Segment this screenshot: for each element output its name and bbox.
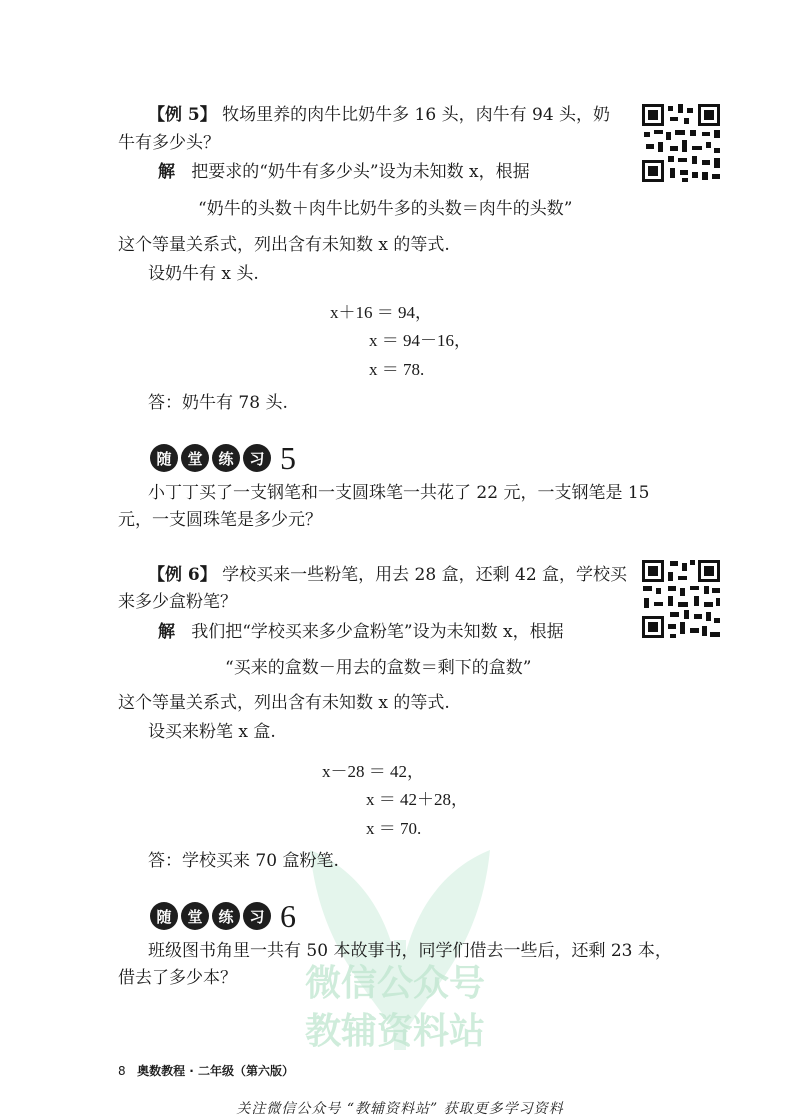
example6-let-line: 设买来粉笔 x 盒. bbox=[148, 722, 276, 742]
example6-equation-1: x－28 ＝ 42， bbox=[322, 762, 424, 781]
qr-code-icon[interactable] bbox=[640, 558, 722, 640]
example6-equation-3: x ＝ 70. bbox=[366, 819, 422, 838]
example6-question-line2: 来多少盒粉笔？ bbox=[118, 592, 237, 612]
practice-badge: 练 bbox=[212, 902, 240, 930]
example5-question-line2: 牛有多少头？ bbox=[118, 133, 220, 153]
practice-badge: 习 bbox=[243, 902, 271, 930]
example6-equation-2: x ＝ 42＋28， bbox=[366, 790, 468, 809]
example5-question-line1: 【例 5】 牧场里养的肉牛比奶牛多 16 头，肉牛有 94 头，奶 bbox=[148, 105, 611, 125]
practice5-line2: 元，一支圆珠笔是多少元？ bbox=[118, 510, 322, 530]
page-footer bbox=[118, 1062, 294, 1079]
page-number: 8 bbox=[118, 1064, 126, 1078]
practice-number: 5 bbox=[280, 440, 296, 476]
example5-tag: 【例 5】 bbox=[148, 105, 217, 125]
watermark-text-2: 教辅资料站 bbox=[305, 1011, 486, 1052]
example5-equation-3: x ＝ 78. bbox=[369, 360, 425, 379]
example6-after-relation: 这个等量关系式，列出含有未知数 x 的等式. bbox=[118, 693, 450, 713]
practice6-heading bbox=[150, 898, 296, 934]
example5-relation: “奶牛的头数＋肉牛比奶牛多的头数＝肉牛的头数” bbox=[198, 199, 573, 219]
example5-after-relation: 这个等量关系式，列出含有未知数 x 的等式. bbox=[118, 235, 450, 255]
example5-equation-2: x ＝ 94－16， bbox=[369, 331, 471, 350]
example6-question-line1: 【例 6】 学校买来一些粉笔，用去 28 盒，还剩 42 盒，学校买 bbox=[148, 565, 628, 585]
example6-relation: “买来的盒数－用去的盒数＝剩下的盒数” bbox=[225, 658, 532, 678]
example6-answer: 答：学校买来 70 盒粉笔. bbox=[148, 851, 339, 871]
practice-number: 6 bbox=[280, 898, 296, 934]
solution-label: 解 bbox=[158, 162, 175, 182]
qr-code-icon[interactable] bbox=[640, 102, 722, 184]
practice-badge: 随 bbox=[150, 444, 178, 472]
example5-solution: 解 把要求的“奶牛有多少头”设为未知数 x，根据 bbox=[158, 162, 530, 182]
example6-solution: 解 我们把“学校买来多少盒粉笔”设为未知数 x，根据 bbox=[158, 622, 564, 642]
bottom-promo-note: 关注微信公众号 “教辅资料站” 获取更多学习资料 bbox=[236, 1101, 564, 1117]
solution-label: 解 bbox=[158, 622, 175, 642]
practice5-line1: 小丁丁买了一支钢笔和一支圆珠笔一共花了 22 元，一支钢笔是 15 bbox=[148, 483, 650, 503]
example5-equation-1: x＋16 ＝ 94， bbox=[330, 303, 432, 322]
practice6-line1: 班级图书角里一共有 50 本故事书，同学们借去一些后，还剩 23 本， bbox=[148, 941, 672, 961]
example5-answer: 答：奶牛有 78 头. bbox=[148, 393, 288, 413]
practice-badge: 习 bbox=[243, 444, 271, 472]
example5-let-line: 设奶牛有 x 头. bbox=[148, 264, 259, 284]
practice5-heading bbox=[150, 440, 296, 476]
example6-tag: 【例 6】 bbox=[148, 565, 217, 585]
practice-badge: 堂 bbox=[181, 444, 209, 472]
practice6-line2: 借去了多少本？ bbox=[118, 968, 237, 988]
watermark-text-1: 微信公众号 bbox=[305, 963, 486, 1004]
book-title: 奥数教程 · 二年级（第六版） bbox=[137, 1064, 295, 1078]
practice-badge: 堂 bbox=[181, 902, 209, 930]
practice-badge: 随 bbox=[150, 902, 178, 930]
practice-badge: 练 bbox=[212, 444, 240, 472]
